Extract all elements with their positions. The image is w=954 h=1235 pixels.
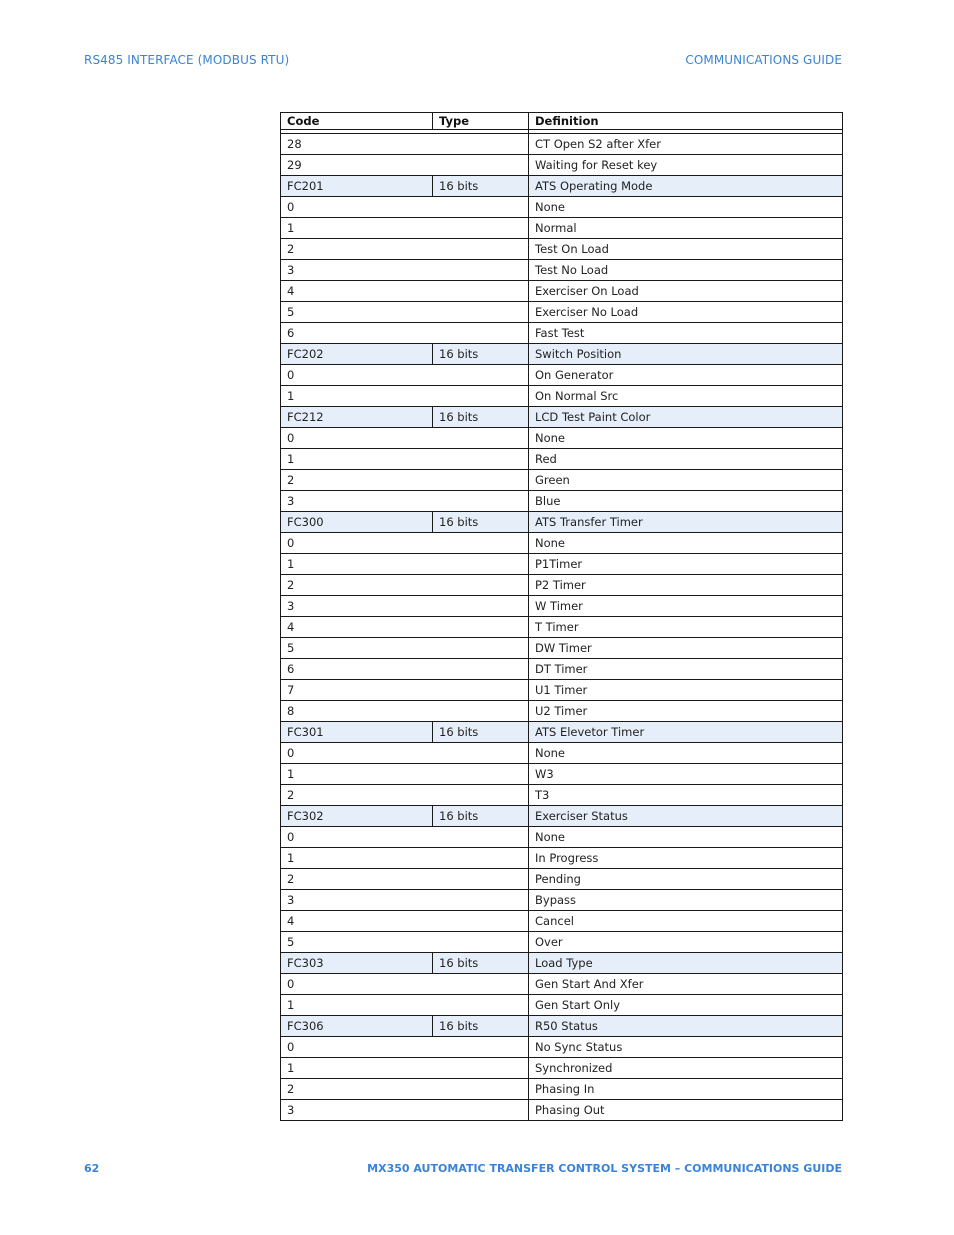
cell-code: 7 bbox=[281, 680, 529, 701]
cell-definition: T Timer bbox=[529, 617, 843, 638]
table-row-value bbox=[281, 743, 843, 764]
cell-definition: ATS Transfer Timer bbox=[529, 512, 843, 533]
cell-type: 16 bits bbox=[433, 512, 529, 533]
cell-code: FC303 bbox=[281, 953, 433, 974]
cell-definition: Fast Test bbox=[529, 323, 843, 344]
cell-definition: W Timer bbox=[529, 596, 843, 617]
cell-definition: None bbox=[529, 533, 843, 554]
cell-definition: ATS Elevetor Timer bbox=[529, 722, 843, 743]
table-row-value bbox=[281, 302, 843, 323]
cell-code: 3 bbox=[281, 596, 529, 617]
table-row-value bbox=[281, 974, 843, 995]
table-row-value bbox=[281, 1100, 843, 1121]
cell-code: 2 bbox=[281, 575, 529, 596]
table-row-format-code bbox=[281, 344, 843, 365]
cell-type: 16 bits bbox=[433, 806, 529, 827]
cell-type: 16 bits bbox=[433, 176, 529, 197]
cell-definition: Cancel bbox=[529, 911, 843, 932]
cell-code: 8 bbox=[281, 701, 529, 722]
cell-definition: Gen Start And Xfer bbox=[529, 974, 843, 995]
cell-code: 5 bbox=[281, 638, 529, 659]
cell-code: 1 bbox=[281, 218, 529, 239]
cell-definition: ATS Operating Mode bbox=[529, 176, 843, 197]
table-row-value bbox=[281, 239, 843, 260]
cell-code: 3 bbox=[281, 890, 529, 911]
table-row-format-code bbox=[281, 176, 843, 197]
table-row-value bbox=[281, 659, 843, 680]
table-row-value bbox=[281, 995, 843, 1016]
cell-definition: Gen Start Only bbox=[529, 995, 843, 1016]
table-row-value bbox=[281, 260, 843, 281]
cell-code: FC302 bbox=[281, 806, 433, 827]
cell-definition: Phasing Out bbox=[529, 1100, 843, 1121]
cell-code: FC306 bbox=[281, 1016, 433, 1037]
table-row-value bbox=[281, 932, 843, 953]
cell-definition: Pending bbox=[529, 869, 843, 890]
cell-definition: DW Timer bbox=[529, 638, 843, 659]
cell-code: 4 bbox=[281, 617, 529, 638]
cell-definition: U2 Timer bbox=[529, 701, 843, 722]
cell-code: FC201 bbox=[281, 176, 433, 197]
cell-code: 4 bbox=[281, 911, 529, 932]
table-row-value bbox=[281, 470, 843, 491]
cell-code: 1 bbox=[281, 554, 529, 575]
cell-definition: On Generator bbox=[529, 365, 843, 386]
cell-code: 0 bbox=[281, 197, 529, 218]
table-row-value bbox=[281, 764, 843, 785]
cell-definition: LCD Test Paint Color bbox=[529, 407, 843, 428]
cell-definition: Blue bbox=[529, 491, 843, 512]
footer-document-title: MX350 AUTOMATIC TRANSFER CONTROL SYSTEM – COMMUNICATIONS GUIDE bbox=[367, 1162, 842, 1175]
table-row-value bbox=[281, 827, 843, 848]
cell-code: 0 bbox=[281, 1037, 529, 1058]
cell-definition: W3 bbox=[529, 764, 843, 785]
table-row-value bbox=[281, 533, 843, 554]
cell-code: 2 bbox=[281, 470, 529, 491]
table-row-value bbox=[281, 197, 843, 218]
table-row-value bbox=[281, 281, 843, 302]
cell-code: 1 bbox=[281, 764, 529, 785]
table-row-value bbox=[281, 575, 843, 596]
table-row-value bbox=[281, 134, 843, 155]
cell-code: FC301 bbox=[281, 722, 433, 743]
cell-code: 0 bbox=[281, 365, 529, 386]
table-row-format-code bbox=[281, 953, 843, 974]
cell-definition: In Progress bbox=[529, 848, 843, 869]
cell-code: 2 bbox=[281, 869, 529, 890]
table-row-value bbox=[281, 869, 843, 890]
cell-code: 3 bbox=[281, 260, 529, 281]
cell-definition: Normal bbox=[529, 218, 843, 239]
cell-code: 2 bbox=[281, 1079, 529, 1100]
cell-definition: Over bbox=[529, 932, 843, 953]
cell-code: 6 bbox=[281, 323, 529, 344]
table-row-value bbox=[281, 848, 843, 869]
cell-code: FC212 bbox=[281, 407, 433, 428]
cell-definition: P1Timer bbox=[529, 554, 843, 575]
cell-type: 16 bits bbox=[433, 953, 529, 974]
cell-definition: Exerciser No Load bbox=[529, 302, 843, 323]
cell-code: 1 bbox=[281, 995, 529, 1016]
cell-code: 5 bbox=[281, 932, 529, 953]
cell-code: 0 bbox=[281, 827, 529, 848]
cell-code: 6 bbox=[281, 659, 529, 680]
table-row-value bbox=[281, 155, 843, 176]
cell-code: FC300 bbox=[281, 512, 433, 533]
cell-code: 2 bbox=[281, 239, 529, 260]
cell-definition: No Sync Status bbox=[529, 1037, 843, 1058]
header-guide-title: COMMUNICATIONS GUIDE bbox=[685, 53, 842, 67]
table-header bbox=[281, 113, 843, 130]
cell-code: 0 bbox=[281, 974, 529, 995]
table-row-format-code bbox=[281, 806, 843, 827]
table-row-value bbox=[281, 386, 843, 407]
cell-definition: Waiting for Reset key bbox=[529, 155, 843, 176]
cell-code: 1 bbox=[281, 449, 529, 470]
table-row-value bbox=[281, 323, 843, 344]
cell-definition: Load Type bbox=[529, 953, 843, 974]
column-header-definition: Definition bbox=[529, 113, 843, 130]
table-row-value bbox=[281, 1079, 843, 1100]
cell-type: 16 bits bbox=[433, 407, 529, 428]
table-row-value bbox=[281, 491, 843, 512]
cell-definition: Phasing In bbox=[529, 1079, 843, 1100]
table-row-value bbox=[281, 890, 843, 911]
table-body bbox=[281, 130, 843, 1121]
cell-code: FC202 bbox=[281, 344, 433, 365]
cell-definition: U1 Timer bbox=[529, 680, 843, 701]
cell-code: 0 bbox=[281, 533, 529, 554]
table-row-value bbox=[281, 1037, 843, 1058]
table-row-value bbox=[281, 911, 843, 932]
cell-type: 16 bits bbox=[433, 722, 529, 743]
table-row-value bbox=[281, 785, 843, 806]
cell-definition: Bypass bbox=[529, 890, 843, 911]
format-codes-table bbox=[280, 112, 843, 1121]
cell-code: 0 bbox=[281, 428, 529, 449]
table-row-format-code bbox=[281, 722, 843, 743]
table-row-format-code bbox=[281, 512, 843, 533]
table-row-value bbox=[281, 701, 843, 722]
cell-definition: Test On Load bbox=[529, 239, 843, 260]
cell-code: 2 bbox=[281, 785, 529, 806]
cell-code: 28 bbox=[281, 134, 529, 155]
table-row-format-code bbox=[281, 1016, 843, 1037]
column-header-code: Code bbox=[281, 113, 433, 130]
cell-code: 0 bbox=[281, 743, 529, 764]
cell-definition: On Normal Src bbox=[529, 386, 843, 407]
cell-definition: R50 Status bbox=[529, 1016, 843, 1037]
cell-definition: None bbox=[529, 428, 843, 449]
cell-code: 1 bbox=[281, 848, 529, 869]
table-row-value bbox=[281, 428, 843, 449]
cell-definition: Exerciser Status bbox=[529, 806, 843, 827]
cell-code: 3 bbox=[281, 1100, 529, 1121]
cell-definition: Test No Load bbox=[529, 260, 843, 281]
cell-definition: Switch Position bbox=[529, 344, 843, 365]
table-row-format-code bbox=[281, 407, 843, 428]
cell-definition: Green bbox=[529, 470, 843, 491]
table-row-value bbox=[281, 617, 843, 638]
cell-code: 29 bbox=[281, 155, 529, 176]
table-row-value bbox=[281, 680, 843, 701]
cell-code: 5 bbox=[281, 302, 529, 323]
cell-code: 3 bbox=[281, 491, 529, 512]
cell-type: 16 bits bbox=[433, 344, 529, 365]
cell-code: 1 bbox=[281, 386, 529, 407]
table-row-value bbox=[281, 554, 843, 575]
table-row-value bbox=[281, 218, 843, 239]
page-number: 62 bbox=[84, 1162, 100, 1175]
table-row-value bbox=[281, 449, 843, 470]
header-section-title: RS485 INTERFACE (MODBUS RTU) bbox=[84, 53, 290, 67]
table-row-value bbox=[281, 596, 843, 617]
cell-definition: Red bbox=[529, 449, 843, 470]
cell-definition: None bbox=[529, 827, 843, 848]
cell-code: 4 bbox=[281, 281, 529, 302]
cell-definition: CT Open S2 after Xfer bbox=[529, 134, 843, 155]
cell-definition: T3 bbox=[529, 785, 843, 806]
cell-definition: Synchronized bbox=[529, 1058, 843, 1079]
cell-definition: None bbox=[529, 197, 843, 218]
table-row-value bbox=[281, 365, 843, 386]
cell-type: 16 bits bbox=[433, 1016, 529, 1037]
column-header-type: Type bbox=[433, 113, 529, 130]
table-row-value bbox=[281, 638, 843, 659]
table-row-value bbox=[281, 1058, 843, 1079]
cell-definition: None bbox=[529, 743, 843, 764]
cell-definition: Exerciser On Load bbox=[529, 281, 843, 302]
cell-code: 1 bbox=[281, 1058, 529, 1079]
cell-definition: P2 Timer bbox=[529, 575, 843, 596]
cell-definition: DT Timer bbox=[529, 659, 843, 680]
